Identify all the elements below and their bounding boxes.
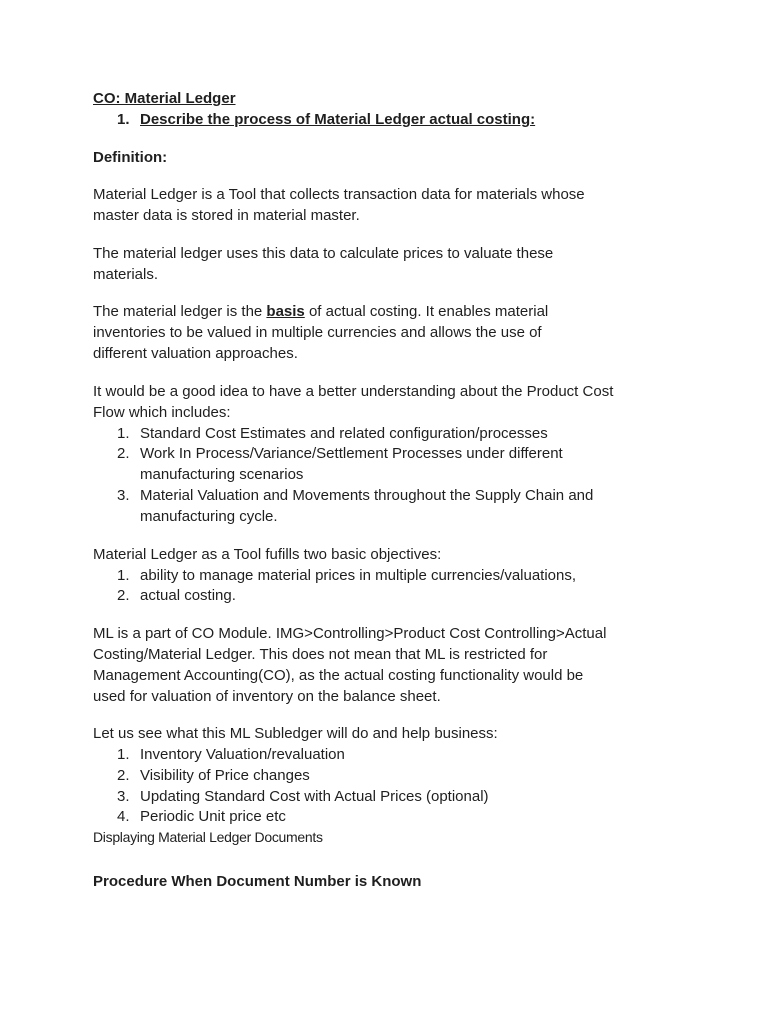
- para3-text-post: of actual costing. It enables material: [304, 303, 549, 320]
- para6-line4: used for valuation of inventory on the balance sheet.: [93, 688, 441, 705]
- para3-line2: inventories to be valued in multiple currencies and allows the use of: [93, 324, 542, 341]
- list1-item1-number: 1.: [117, 425, 130, 442]
- list2-item1-text: ability to manage material prices in multiple currencies/valuations,: [140, 567, 577, 584]
- para6-line3: Management Accounting(CO), as the actual costing functionality would be: [93, 667, 584, 684]
- list1-item3-text: Material Valuation and Movements throughout the Supply Chain and: [140, 487, 594, 504]
- doc-heading: CO: Material Ledger: [93, 90, 236, 107]
- list1-item3-text-cont: manufacturing cycle.: [140, 508, 278, 525]
- list3-item2-text: Visibility of Price changes: [140, 767, 310, 784]
- para6-line1: ML is a part of CO Module. IMG>Controlling>Product Cost Controlling>Actual: [93, 625, 607, 642]
- para5: Material Ledger as a Tool fufills two basic objectives:: [93, 546, 442, 563]
- list3-item2-number: 2.: [117, 767, 130, 784]
- para3-text-pre: The material ledger is the: [93, 303, 267, 320]
- question-text: Describe the process of Material Ledger actual costing:: [140, 111, 536, 128]
- list3-item3-text: Updating Standard Cost with Actual Prices (optional): [140, 788, 489, 805]
- question-number: 1.: [117, 111, 130, 128]
- para2-line2: materials.: [93, 266, 159, 283]
- list2-item2-text: actual costing.: [140, 587, 236, 604]
- procedure-heading: Procedure When Document Number is Known: [93, 873, 422, 890]
- list3-item3-number: 3.: [117, 788, 130, 805]
- list1-item2-text: Work In Process/Variance/Settlement Processes under different: [140, 445, 563, 462]
- para3-line3: different valuation approaches.: [93, 345, 298, 362]
- subheading: Displaying Material Ledger Documents: [93, 829, 323, 845]
- list2-item1-number: 1.: [117, 567, 130, 584]
- para4-line2: Flow which includes:: [93, 404, 231, 421]
- list3-item1-number: 1.: [117, 746, 130, 763]
- list1-item1-text: Standard Cost Estimates and related configuration/processes: [140, 425, 548, 442]
- list1-item2-text-cont: manufacturing scenarios: [140, 466, 304, 483]
- list2-item2-number: 2.: [117, 587, 130, 604]
- para1-line1: Material Ledger is a Tool that collects transaction data for materials whose: [93, 186, 585, 203]
- list1-item3-number: 3.: [117, 487, 130, 504]
- list3-item4-text: Periodic Unit price etc: [140, 808, 286, 825]
- para3-line1: [93, 301, 548, 322]
- definition-label: Definition:: [93, 149, 168, 166]
- para7: Let us see what this ML Subledger will do and help business:: [93, 725, 498, 742]
- list1-item2-number: 2.: [117, 445, 130, 462]
- para2-line1: The material ledger uses this data to calculate prices to valuate these: [93, 245, 554, 262]
- list3-item4-number: 4.: [117, 808, 130, 825]
- para6-line2: Costing/Material Ledger. This does not mean that ML is restricted for: [93, 646, 548, 663]
- list3-item1-text: Inventory Valuation/revaluation: [140, 746, 345, 763]
- para4-line1: It would be a good idea to have a better understanding about the Product Cost: [93, 383, 614, 400]
- para1-line2: master data is stored in material master.: [93, 207, 360, 224]
- basis-emphasis: basis: [266, 303, 305, 320]
